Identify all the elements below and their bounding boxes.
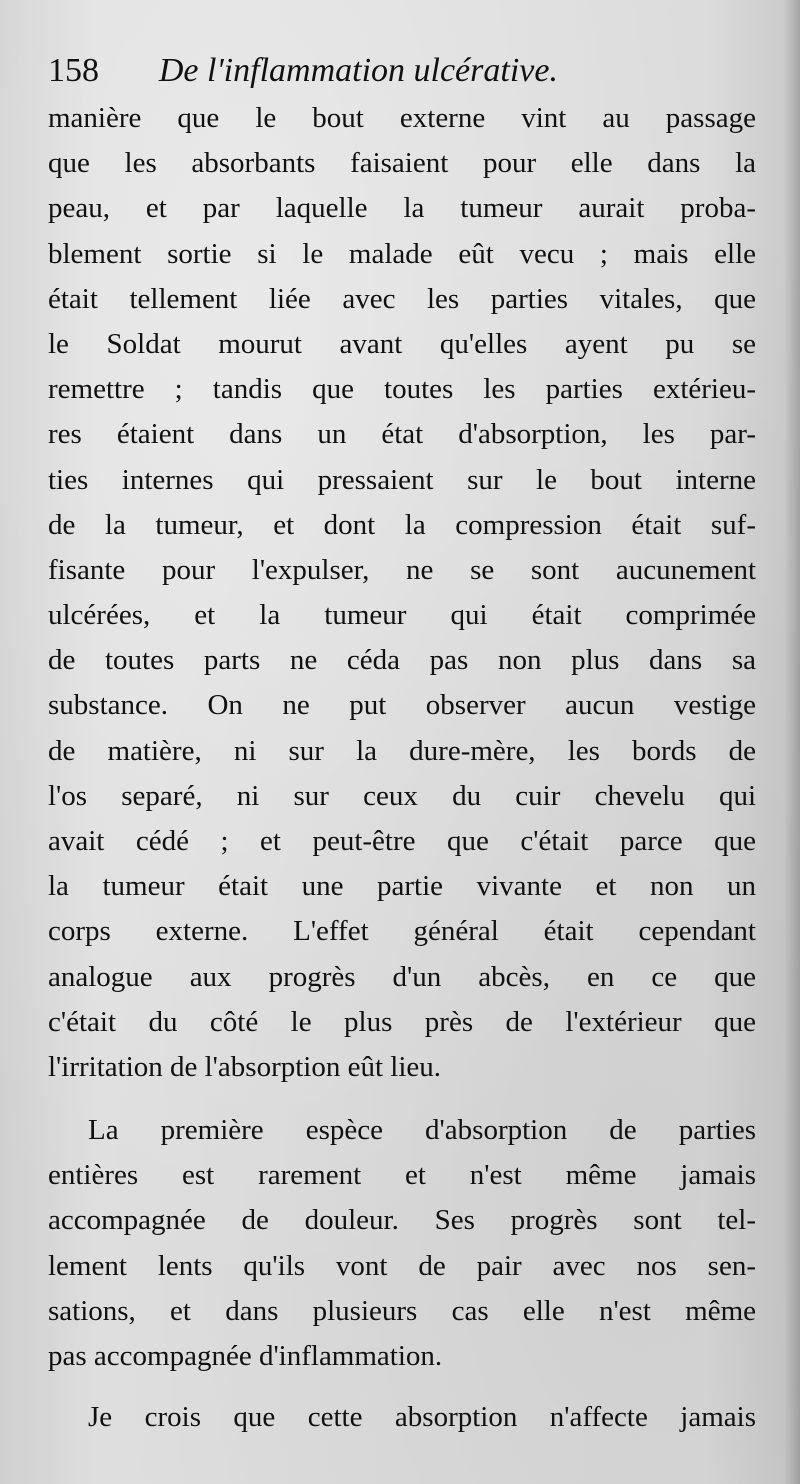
text-line: avait cédé ; et peut-être que c'était parce que [48, 825, 756, 857]
text-line: pas accompagnée d'inflammation. [48, 1339, 443, 1372]
running-title: De l'inflammation ulcérative. [158, 52, 558, 89]
text-line: peau, et par laquelle la tumeur aurait proba- [48, 192, 756, 225]
text-line: fisante pour l'expulser, ne se sont aucunement [48, 553, 756, 586]
text-line: blement sortie si le malade eût vecu ; mais elle [48, 237, 756, 270]
text-line: Je crois que cette absorption n'affecte jamais [88, 1401, 756, 1433]
paragraph-3 [48, 1395, 756, 1440]
text-line: était tellement liée avec les parties vitales, que [48, 282, 756, 315]
text-line: le Soldat mourut avant qu'elles ayent pu se [48, 327, 756, 360]
text-line: la tumeur était une partie vivante et non un [48, 870, 756, 903]
text-line: sations, et dans plusieurs cas elle n'est même [48, 1294, 756, 1327]
text-line: La première espèce d'absorption de parties [88, 1114, 756, 1146]
text-line: l'irritation de l'absorption eût lieu. [48, 1050, 442, 1083]
text-line: ulcérées, et la tumeur qui était comprimée [48, 599, 756, 632]
text-line: l'os separé, ni sur ceux du cuir chevelu qui [48, 779, 756, 812]
text-line: entières est rarement et n'est même jamais [48, 1159, 756, 1192]
text-line: substance. On ne put observer aucun vestige [48, 689, 756, 722]
text-line: que les absorbants faisaient pour elle dans la [48, 147, 756, 180]
text-line: ties internes qui pressaient sur le bout interne [48, 463, 756, 496]
text-line: remettre ; tandis que toutes les parties extérieu- [48, 373, 756, 406]
text-line: res étaient dans un état d'absorption, les par- [48, 418, 756, 451]
page-number: 158 [48, 52, 99, 89]
text-line: accompagnée de douleur. Ses progrès sont tel- [48, 1204, 756, 1237]
text-line: de matière, ni sur la dure-mère, les bords de [48, 734, 756, 767]
text-line: c'était du côté le plus près de l'extérieur que [48, 1005, 756, 1038]
text-line: de toutes parts ne céda pas non plus dans sa [48, 644, 756, 677]
paragraph-1 [48, 96, 756, 1090]
text-line: analogue aux progrès d'un abcès, en ce que [48, 960, 756, 993]
text-line: corps externe. L'effet général était cependant [48, 915, 756, 948]
text-line: lement lents qu'ils vont de pair avec nos sen- [48, 1249, 756, 1282]
page-header [48, 44, 768, 96]
text-line: de la tumeur, et dont la compression était suf- [48, 508, 756, 541]
text-line: manière que le bout externe vint au passage [48, 102, 756, 134]
paragraph-2 [48, 1108, 756, 1379]
